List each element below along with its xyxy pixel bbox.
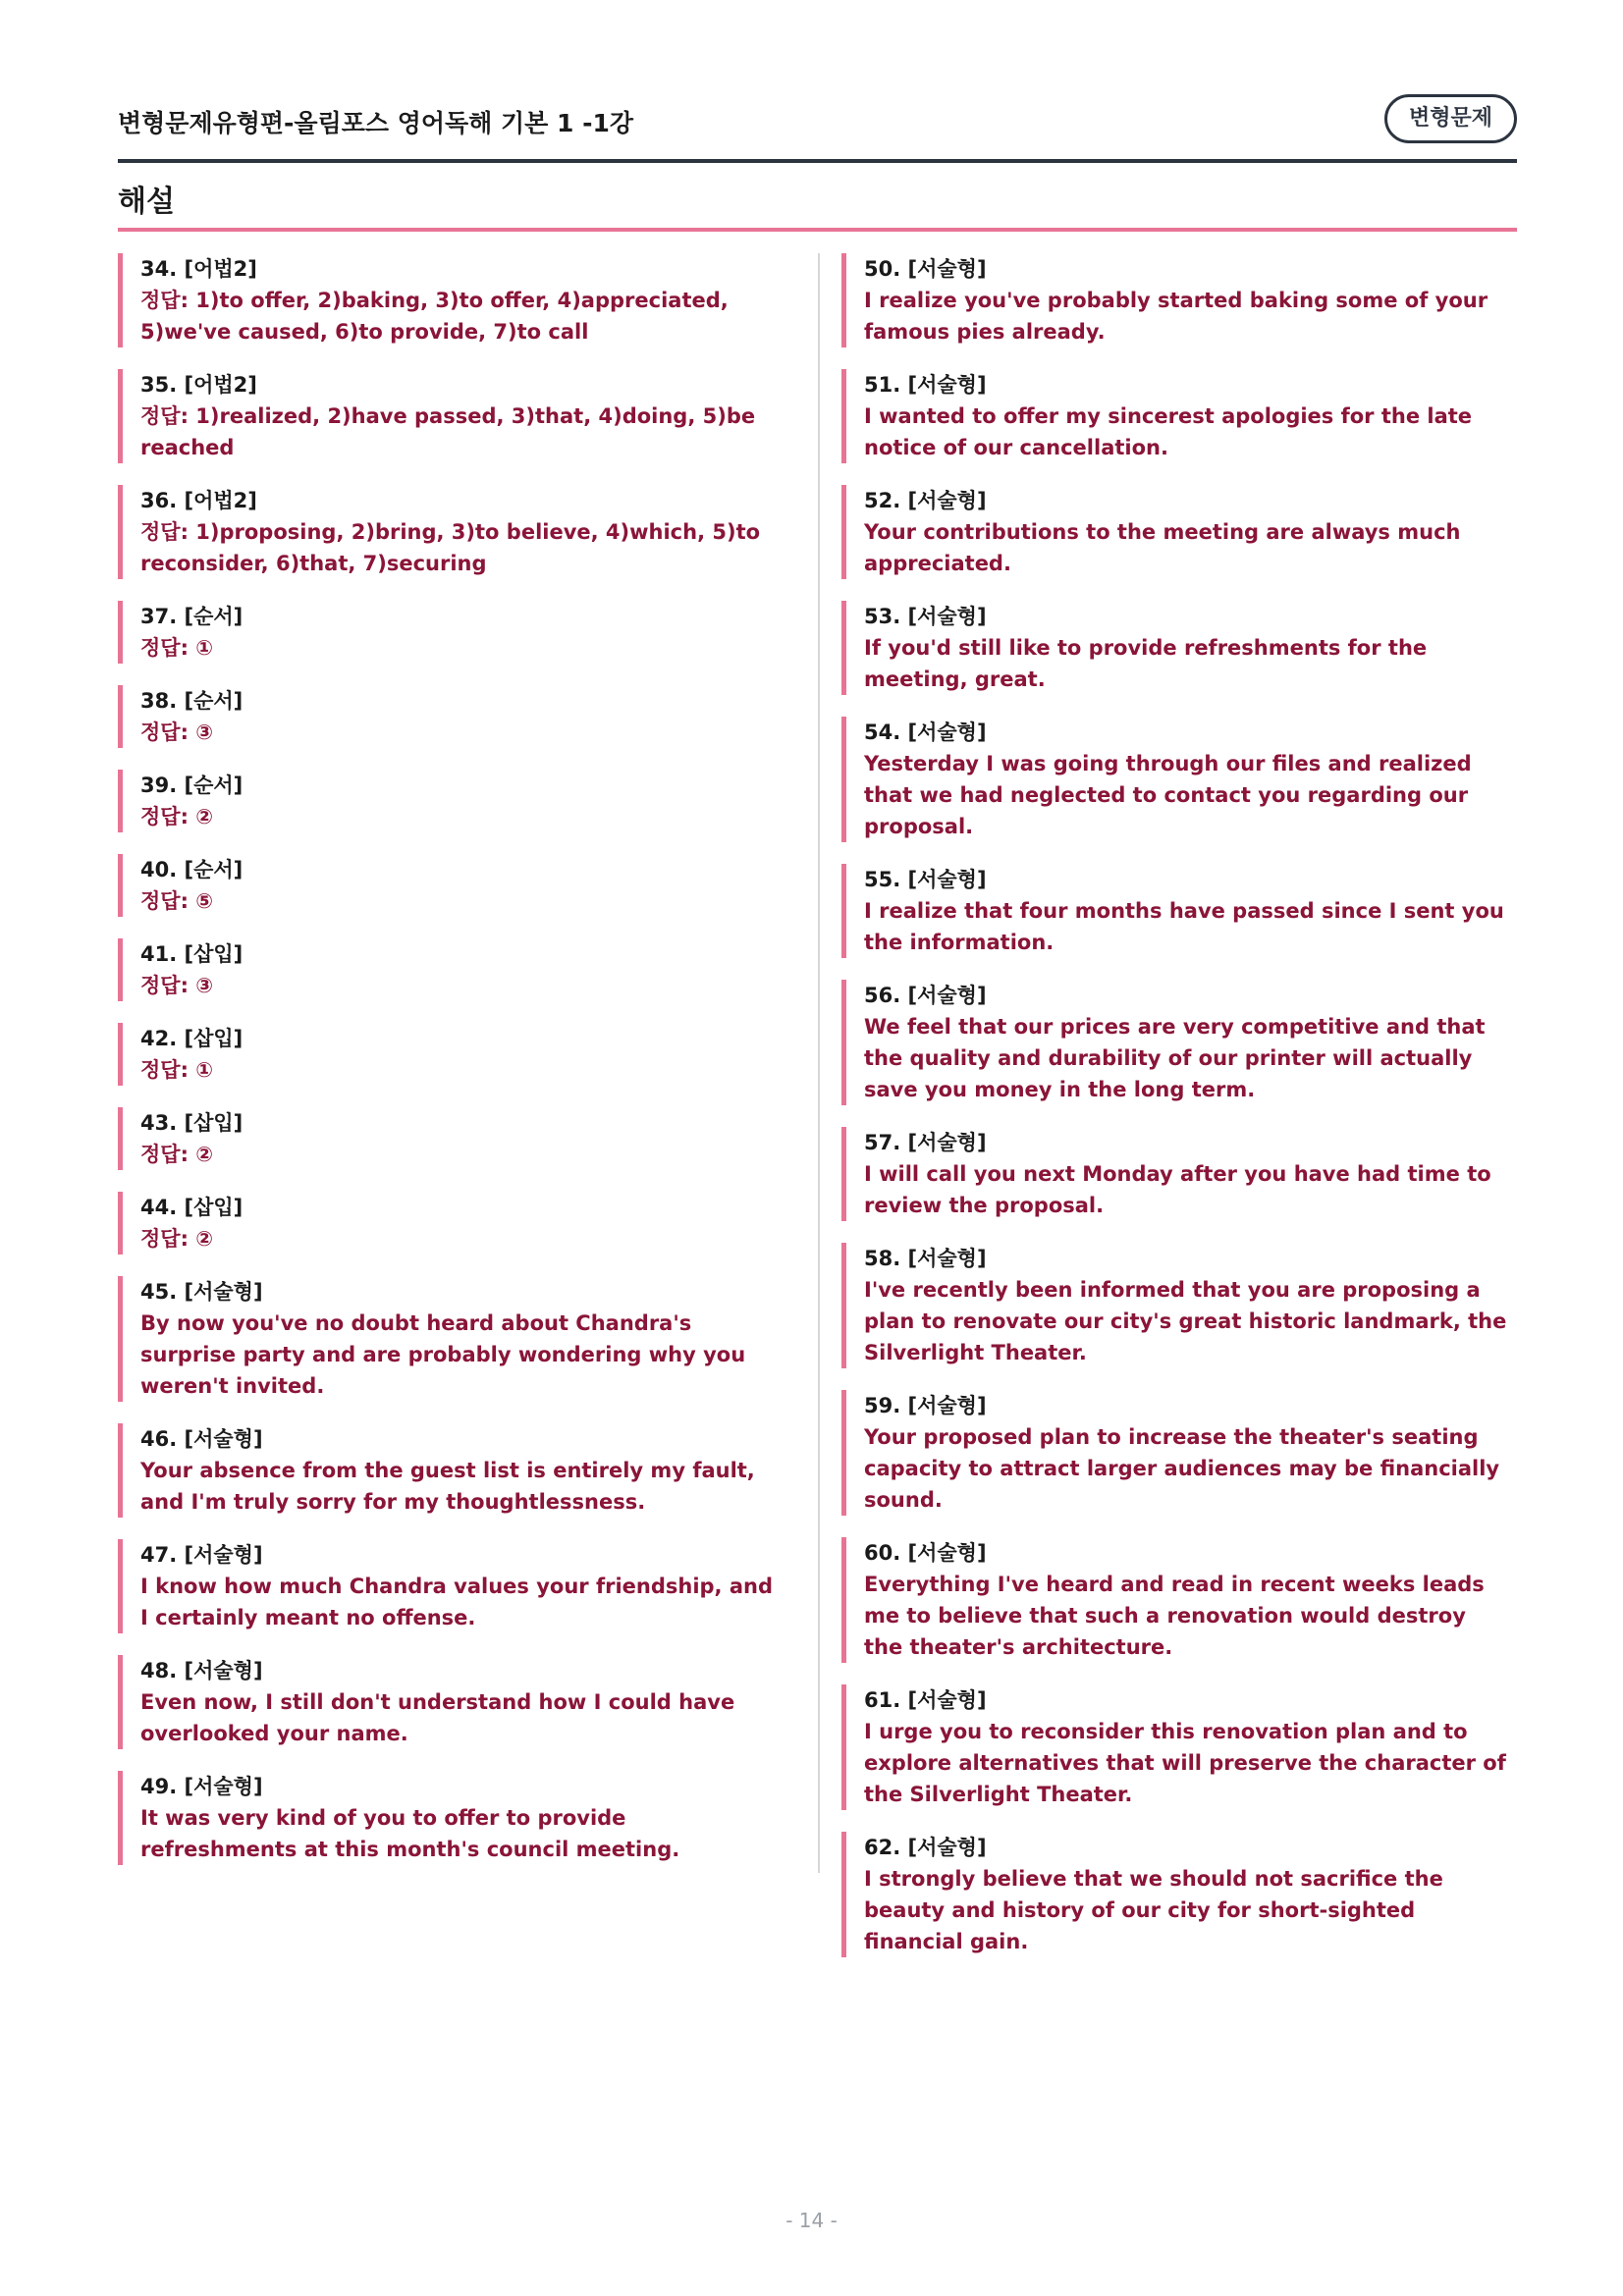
question-label: 55. [서술형] [864, 868, 987, 891]
answer-text: 정답: 1)to offer, 2)baking, 3)to offer, 4)appreciated, 5)we've caused, 6)to provide, 7)to call [140, 289, 729, 344]
answer-text: Yesterday I was going through our files and realized that we had neglected to contact you regarding our proposal. [864, 752, 1472, 838]
page-header [118, 94, 1517, 163]
question-label: 45. [서술형] [140, 1280, 263, 1304]
answer-item [841, 864, 1509, 958]
answer-text: 정답: ⑤ [140, 889, 214, 913]
answer-text: 정답: ③ [140, 974, 214, 997]
answer-text: I strongly believe that we should not sacrifice the beauty and history of our city for short-sighted financial gain. [864, 1867, 1443, 1953]
answer-text: I've recently been informed that you are proposing a plan to renovate our city's great historic landmark, the Silverlight Theater. [864, 1278, 1507, 1364]
question-label: 60. [서술형] [864, 1541, 987, 1565]
answer-text: I wanted to offer my sincerest apologies for the late notice of our cancellation. [864, 404, 1473, 459]
answer-item [118, 1423, 785, 1518]
answer-text: 정답: 1)proposing, 2)bring, 3)to believe, 4)which, 5)to reconsider, 6)that, 7)securing [140, 520, 761, 575]
answer-item [841, 1684, 1509, 1810]
answer-item [118, 685, 785, 748]
answer-text: I know how much Chandra values your friendship, and I certainly meant no offense. [140, 1575, 773, 1629]
question-label: 52. [서술형] [864, 489, 987, 512]
answer-text: I realize you've probably started baking some of your famous pies already. [864, 289, 1488, 344]
answer-text: 정답: ① [140, 636, 214, 660]
answer-item [118, 485, 785, 579]
answer-item [118, 1023, 785, 1086]
question-label: 44. [삽입] [140, 1196, 243, 1219]
answer-text: We feel that our prices are very competitive and that the quality and durability of our printer will actually save you money in the long term. [864, 1015, 1486, 1101]
question-label: 54. [서술형] [864, 721, 987, 744]
answer-item [841, 1832, 1509, 1957]
question-label: 34. [어법2] [140, 257, 257, 281]
answer-text: 정답: ② [140, 1227, 214, 1251]
answer-item [118, 770, 785, 832]
answer-item [841, 253, 1509, 347]
question-label: 53. [서술형] [864, 605, 987, 628]
answer-item [118, 369, 785, 463]
answer-item [118, 1655, 785, 1749]
answer-item [118, 1276, 785, 1402]
answer-text: It was very kind of you to offer to provide refreshments at this month's council meeting. [140, 1806, 680, 1861]
answer-text: I will call you next Monday after you have had time to review the proposal. [864, 1162, 1491, 1217]
question-label: 62. [서술형] [864, 1836, 987, 1859]
answer-text: Everything I've heard and read in recent weeks leads me to believe that such a renovation would destroy the theater's architecture. [864, 1573, 1485, 1659]
question-label: 47. [서술형] [140, 1543, 263, 1567]
answer-text: I urge you to reconsider this renovation plan and to explore alternatives that will preserve the character of the Silverlight Theater. [864, 1720, 1506, 1806]
answer-text: Your proposed plan to increase the theater's seating capacity to attract larger audiences may be financially sound. [864, 1425, 1500, 1512]
answer-text: 정답: 1)realized, 2)have passed, 3)that, 4)doing, 5)be reached [140, 404, 756, 459]
answer-item [841, 1127, 1509, 1221]
answer-text: 정답: ① [140, 1058, 214, 1082]
question-label: 41. [삽입] [140, 942, 243, 966]
document-title: 변형문제유형편-올림포스 영어독해 기본 1 -1강 [118, 109, 634, 137]
answer-item [118, 938, 785, 1001]
section-header [118, 173, 1517, 232]
question-label: 43. [삽입] [140, 1111, 243, 1135]
question-label: 58. [서술형] [864, 1247, 987, 1270]
answer-text: I realize that four months have passed since I sent you the information. [864, 899, 1504, 954]
answer-item [118, 253, 785, 347]
answer-item [841, 369, 1509, 463]
category-badge: 변형문제 [1384, 94, 1517, 143]
question-label: 59. [서술형] [864, 1394, 987, 1417]
answer-item [118, 1192, 785, 1255]
answer-item [841, 1537, 1509, 1663]
answer-item [841, 717, 1509, 842]
answer-text: Even now, I still don't understand how I could have overlooked your name. [140, 1690, 735, 1745]
question-label: 46. [서술형] [140, 1427, 263, 1451]
question-label: 49. [서술형] [140, 1775, 263, 1798]
answer-text: 정답: ② [140, 1143, 214, 1166]
question-label: 39. [순서] [140, 774, 243, 797]
answer-item [118, 854, 785, 917]
answer-item [118, 1539, 785, 1633]
question-label: 50. [서술형] [864, 257, 987, 281]
question-label: 37. [순서] [140, 605, 243, 628]
answer-text: Your absence from the guest list is entirely my fault, and I'm truly sorry for my thoughtlessness. [140, 1459, 755, 1514]
question-label: 38. [순서] [140, 689, 243, 713]
question-label: 42. [삽입] [140, 1027, 243, 1050]
question-label: 51. [서술형] [864, 373, 987, 397]
column-divider [818, 253, 820, 1873]
question-label: 40. [순서] [140, 858, 243, 881]
question-label: 35. [어법2] [140, 373, 257, 397]
page-number: - 14 - [785, 2209, 838, 2232]
answer-item [841, 980, 1509, 1105]
answer-text: If you'd still like to provide refreshments for the meeting, great. [864, 636, 1428, 691]
answer-text: By now you've no doubt heard about Chandra's surprise party and are probably wondering why you weren't invited. [140, 1311, 746, 1398]
answer-item [118, 1107, 785, 1170]
left-column [118, 253, 785, 1887]
answer-item [118, 601, 785, 664]
answer-item [841, 1243, 1509, 1368]
answer-text: 정답: ③ [140, 721, 214, 744]
right-column [841, 253, 1509, 1979]
answer-item [841, 485, 1509, 579]
answer-text: 정답: ② [140, 805, 214, 828]
question-label: 36. [어법2] [140, 489, 257, 512]
answer-text: Your contributions to the meeting are always much appreciated. [864, 520, 1461, 575]
answer-item [841, 1390, 1509, 1516]
question-label: 56. [서술형] [864, 984, 987, 1007]
answer-item [841, 601, 1509, 695]
section-title: 해설 [118, 185, 175, 219]
question-label: 61. [서술형] [864, 1688, 987, 1712]
question-label: 57. [서술형] [864, 1131, 987, 1154]
question-label: 48. [서술형] [140, 1659, 263, 1682]
answer-item [118, 1771, 785, 1865]
